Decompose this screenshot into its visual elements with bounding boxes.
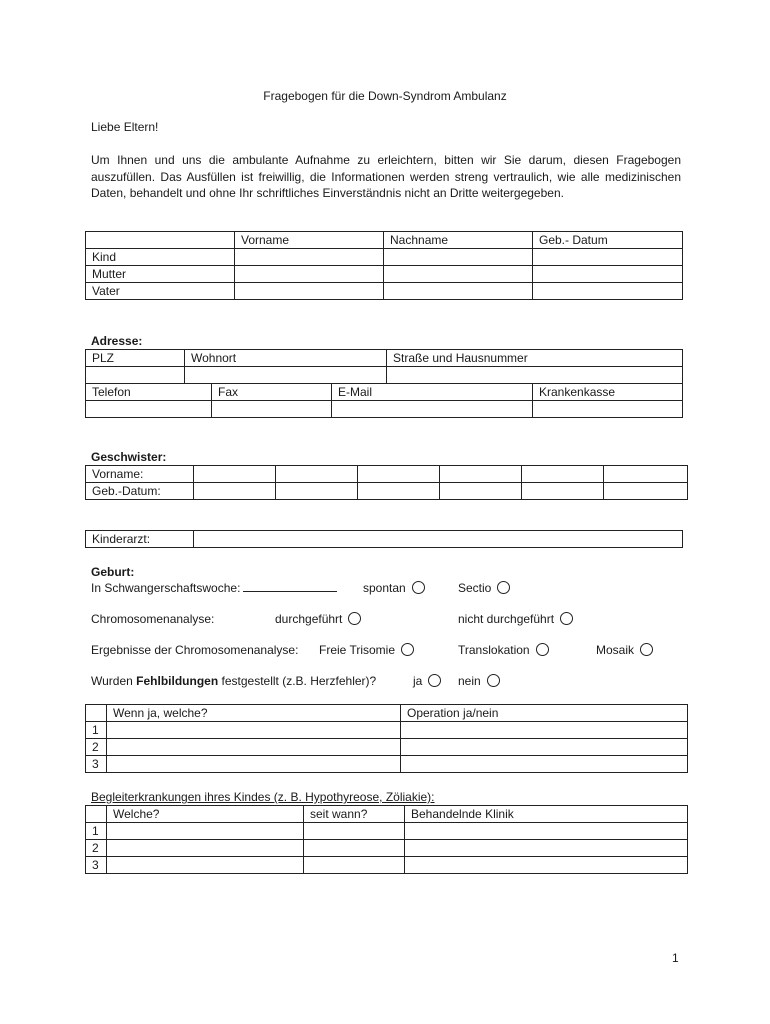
malformation-yes-radio[interactable] — [428, 674, 441, 687]
analysis-not-done-option[interactable] — [458, 612, 573, 626]
malformation-field[interactable] — [107, 756, 401, 773]
sibling-birthdate-field[interactable] — [358, 483, 440, 500]
table-row — [86, 756, 688, 773]
analysis-done-option[interactable] — [275, 612, 361, 626]
operation-field[interactable] — [401, 756, 688, 773]
address-label-fax: Fax — [212, 384, 332, 401]
malformation-no-radio[interactable] — [487, 674, 500, 687]
comorbidities-caption: Begleiterkrankungen ihres Kindes (z. B. Hypothyreose, Zöliakie): — [91, 790, 435, 804]
mother-firstname-field[interactable] — [235, 266, 384, 283]
malformation-field[interactable] — [107, 722, 401, 739]
page-number: 1 — [672, 951, 679, 965]
row-number: 2 — [86, 739, 107, 756]
table-row — [86, 232, 683, 249]
father-firstname-field[interactable] — [235, 283, 384, 300]
comorbidities-header-since: seit wann? — [304, 806, 405, 823]
birth-heading: Geburt: — [91, 565, 135, 579]
trisomie-label: Freie Trisomie — [319, 643, 396, 657]
malformation-question — [91, 674, 376, 688]
sectio-option[interactable] — [458, 581, 510, 595]
table-row — [86, 531, 683, 548]
malformation-question-post: festgestellt (z.B. Herzfehler)? — [221, 674, 377, 688]
chromosome-analysis-label: Chromosomenanalyse: — [91, 612, 215, 626]
sectio-label: Sectio — [458, 581, 492, 595]
spontan-option[interactable] — [363, 581, 425, 595]
pediatrician-field[interactable] — [194, 531, 683, 548]
sibling-birthdate-field[interactable] — [604, 483, 688, 500]
child-birthdate-field[interactable] — [533, 249, 683, 266]
street-field[interactable] — [387, 367, 683, 384]
address-label-insurance: Krankenkasse — [533, 384, 683, 401]
address-table-2 — [85, 383, 683, 418]
document-title: Fragebogen für die Down-Syndrom Ambulanz — [263, 89, 507, 103]
table-row — [86, 249, 683, 266]
persons-header-empty — [86, 232, 235, 249]
persons-table — [85, 231, 683, 300]
table-row — [86, 722, 688, 739]
pediatrician-table — [85, 530, 683, 548]
mosaik-option[interactable] — [596, 643, 653, 657]
comorbidities-header-index — [86, 806, 107, 823]
insurance-field[interactable] — [533, 401, 683, 418]
table-row — [86, 806, 688, 823]
since-field[interactable] — [304, 840, 405, 857]
operation-field[interactable] — [401, 722, 688, 739]
address-label-phone: Telefon — [86, 384, 212, 401]
sibling-birthdate-field[interactable] — [440, 483, 522, 500]
malformation-yes-label: ja — [413, 674, 423, 688]
sibling-firstname-field[interactable] — [194, 466, 276, 483]
row-number: 2 — [86, 840, 107, 857]
persons-header-firstname: Vorname — [235, 232, 384, 249]
sibling-firstname-field[interactable] — [440, 466, 522, 483]
malformation-question-pre: Wurden — [91, 674, 133, 688]
analysis-not-done-radio[interactable] — [560, 612, 573, 625]
persons-row-label: Mutter — [86, 266, 235, 283]
father-lastname-field[interactable] — [384, 283, 533, 300]
table-row — [86, 857, 688, 874]
siblings-label-firstname: Vorname: — [86, 466, 194, 483]
clinic-field[interactable] — [405, 857, 688, 874]
translokation-label: Translokation — [458, 643, 530, 657]
table-row — [86, 350, 683, 367]
persons-row-label: Kind — [86, 249, 235, 266]
persons-row-label: Vater — [86, 283, 235, 300]
comorbidity-field[interactable] — [107, 857, 304, 874]
comorbidities-table — [85, 805, 688, 874]
malformation-yes-option[interactable] — [413, 674, 441, 688]
spontan-label: spontan — [363, 581, 406, 595]
address-label-street: Straße und Hausnummer — [387, 350, 683, 367]
table-row — [86, 823, 688, 840]
sibling-firstname-field[interactable] — [604, 466, 688, 483]
analysis-done-label: durchgeführt — [275, 612, 343, 626]
address-label-email: E-Mail — [332, 384, 533, 401]
siblings-heading: Geschwister: — [91, 450, 167, 464]
comorbidities-header-which: Welche? — [107, 806, 304, 823]
row-number: 3 — [86, 756, 107, 773]
table-row — [86, 739, 688, 756]
mosaik-label: Mosaik — [596, 643, 635, 657]
analysis-not-done-label: nicht durchgeführt — [458, 612, 555, 626]
sibling-birthdate-field[interactable] — [522, 483, 604, 500]
siblings-table — [85, 465, 688, 500]
sibling-birthdate-field[interactable] — [194, 483, 276, 500]
address-label-city: Wohnort — [185, 350, 387, 367]
malformations-header-operation: Operation ja/nein — [401, 705, 688, 722]
mosaik-radio[interactable] — [640, 643, 653, 656]
table-row — [86, 367, 683, 384]
persons-header-birthdate: Geb.- Datum — [533, 232, 683, 249]
child-lastname-field[interactable] — [384, 249, 533, 266]
clinic-field[interactable] — [405, 840, 688, 857]
sibling-firstname-field[interactable] — [276, 466, 358, 483]
sibling-firstname-field[interactable] — [358, 466, 440, 483]
malformation-question-bold: Fehlbildungen — [136, 674, 219, 688]
table-row — [86, 466, 688, 483]
intro-paragraph: Um Ihnen und uns die ambulante Aufnahme zu erleichtern, bitten wir Sie darum, diesen Fragebogen auszufüllen. Das Ausfüllen ist freiwillig, die Informationen werden streng vertraulich, wie alle medizinischen Daten, behandelt und ohne Ihr schriftliches Einverständnis nicht an Dritte weitergegeben. — [91, 153, 681, 201]
table-row — [86, 283, 683, 300]
greeting: Liebe Eltern! — [91, 120, 159, 134]
operation-field[interactable] — [401, 739, 688, 756]
mother-birthdate-field[interactable] — [533, 266, 683, 283]
address-table-1 — [85, 349, 683, 384]
row-number: 1 — [86, 823, 107, 840]
phone-field[interactable] — [86, 401, 212, 418]
since-field[interactable] — [304, 857, 405, 874]
pregnancy-week-line — [91, 581, 337, 595]
malformations-header-index — [86, 705, 107, 722]
sectio-radio[interactable] — [497, 581, 510, 594]
city-field[interactable] — [185, 367, 387, 384]
row-number: 1 — [86, 722, 107, 739]
malformation-no-option[interactable] — [458, 674, 500, 688]
comorbidities-header-clinic: Behandelnde Klinik — [405, 806, 688, 823]
table-row — [86, 705, 688, 722]
pregnancy-week-field[interactable] — [243, 581, 337, 592]
address-heading: Adresse: — [91, 334, 143, 348]
fax-field[interactable] — [212, 401, 332, 418]
comorbidity-field[interactable] — [107, 840, 304, 857]
mother-lastname-field[interactable] — [384, 266, 533, 283]
malformation-no-label: nein — [458, 674, 481, 688]
table-row — [86, 266, 683, 283]
table-row — [86, 840, 688, 857]
clinic-field[interactable] — [405, 823, 688, 840]
email-field[interactable] — [332, 401, 533, 418]
persons-header-lastname: Nachname — [384, 232, 533, 249]
table-row — [86, 483, 688, 500]
pediatrician-label: Kinderarzt: — [86, 531, 194, 548]
plz-field[interactable] — [86, 367, 185, 384]
pregnancy-week-label: In Schwangerschaftswoche: — [91, 581, 241, 595]
row-number: 3 — [86, 857, 107, 874]
translokation-option[interactable] — [458, 643, 549, 657]
analysis-done-radio[interactable] — [348, 612, 361, 625]
address-label-plz: PLZ — [86, 350, 185, 367]
comorbidity-field[interactable] — [107, 823, 304, 840]
trisomie-radio[interactable] — [401, 643, 414, 656]
sibling-birthdate-field[interactable] — [276, 483, 358, 500]
spontan-radio[interactable] — [412, 581, 425, 594]
table-row — [86, 401, 683, 418]
malformations-header-which: Wenn ja, welche? — [107, 705, 401, 722]
translokation-radio[interactable] — [536, 643, 549, 656]
siblings-label-birthdate: Geb.-Datum: — [86, 483, 194, 500]
results-label: Ergebnisse der Chromosomenanalyse: — [91, 643, 299, 657]
table-row — [86, 384, 683, 401]
trisomie-option[interactable] — [319, 643, 414, 657]
father-birthdate-field[interactable] — [533, 283, 683, 300]
since-field[interactable] — [304, 823, 405, 840]
malformations-table — [85, 704, 688, 773]
child-firstname-field[interactable] — [235, 249, 384, 266]
malformation-field[interactable] — [107, 739, 401, 756]
sibling-firstname-field[interactable] — [522, 466, 604, 483]
